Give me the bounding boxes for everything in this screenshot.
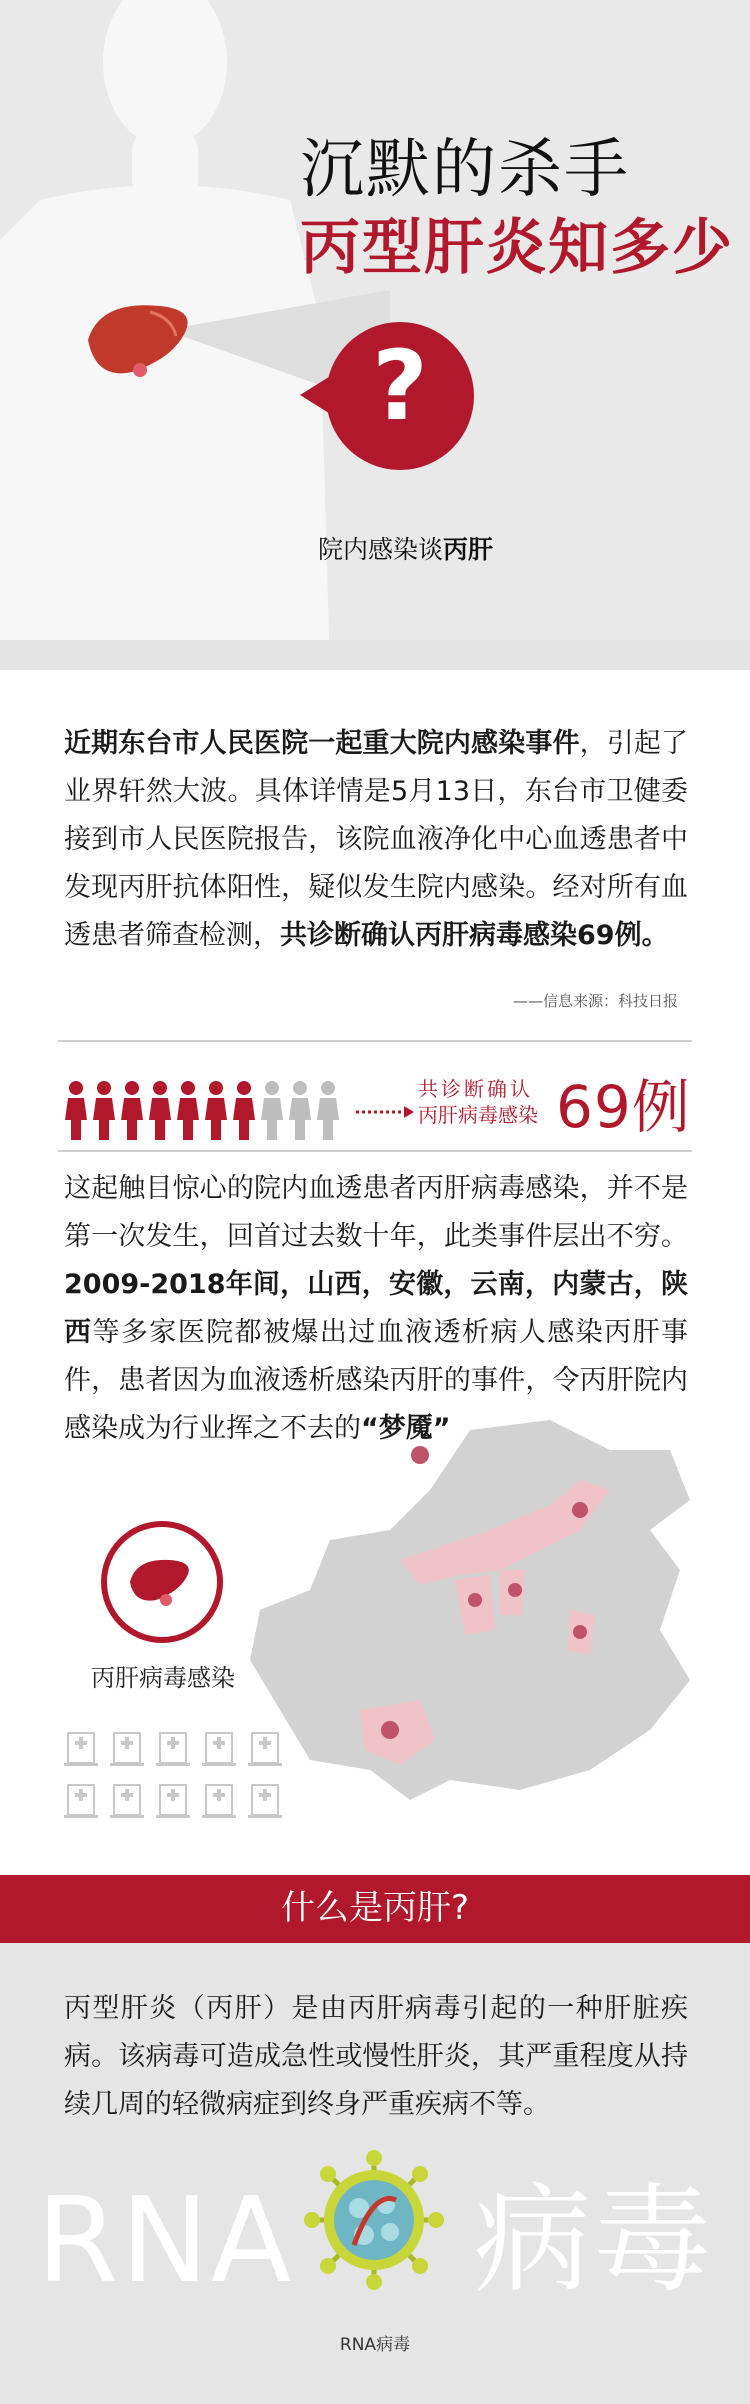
- section-title: 什么是丙肝?: [280, 1888, 470, 1928]
- liver-badge-icon: [100, 1520, 224, 1644]
- person-icon-infected: [93, 1081, 115, 1140]
- intro-paragraph: 近期东台市人民医院一起重大院内感染事件，引起了业界轩然大波。具体详情是5月13日，东台市卫健委接到市人民医院报告，该院血液净化中心血透患者中发现丙肝抗体阳性，疑似发生院内感染。经对所有血透患者筛查检测，共诊断确认丙肝病毒感染69例。: [64, 728, 689, 951]
- hospital-icon: [248, 1733, 282, 1766]
- person-icon-infected: [205, 1081, 227, 1140]
- hospital-icon: [202, 1785, 236, 1818]
- person-icon-infected: [121, 1081, 143, 1140]
- person-icon-infected: [149, 1081, 171, 1140]
- hospital-icon: [248, 1785, 282, 1818]
- people-pictogram: [64, 1070, 424, 1150]
- person-icon-infected: [177, 1081, 199, 1140]
- virus-icon: [304, 2150, 444, 2290]
- hero-section: [0, 0, 750, 670]
- hospital-icon: [156, 1733, 190, 1766]
- hospital-icon: [64, 1785, 98, 1818]
- stat-number: 69例: [556, 1073, 691, 1141]
- definition-paragraph: 丙型肝炎（丙肝）是由丙肝病毒引起的一种肝脏疾病。该病毒可造成急性或慢性肝炎，其严重程度从持续几周的轻微病症到终身严重疾病不等。: [64, 1993, 688, 2120]
- person-icon: [261, 1081, 283, 1140]
- hospital-icon: [202, 1733, 236, 1766]
- hospital-icon: [110, 1733, 144, 1766]
- arrow-right-icon: [404, 1106, 414, 1118]
- divider: [58, 1150, 692, 1152]
- person-icon: [289, 1081, 311, 1140]
- hospital-icon: [110, 1785, 144, 1818]
- hospital-icon: [156, 1785, 190, 1818]
- divider: [58, 1040, 692, 1042]
- stat-label: 共诊断确认 丙肝病毒感染: [418, 1077, 538, 1127]
- rna-caption: RNA病毒: [339, 2335, 411, 2355]
- hero-caption: 院内感染谈丙肝: [318, 535, 494, 564]
- source-note: ——信息来源：科技日报: [512, 992, 678, 1010]
- title-line-1: 沉默的杀手: [300, 133, 630, 207]
- hospital-icons: [64, 1725, 294, 1825]
- person-icon: [317, 1081, 339, 1140]
- person-icon-infected: [233, 1081, 255, 1140]
- rna-watermark-text: RNA 病毒: [36, 2171, 714, 2309]
- china-map-illustration: [250, 1410, 720, 1810]
- history-paragraph: 这起触目惊心的院内血透患者丙肝病毒感染，并不是第一次发生，回首过去数十年，此类事件层出不穷。2009-2018年间，山西，安徽，云南，内蒙古，陕西等多家医院都被爆出过血液透析病人感染丙肝事件，患者因为血液透析感染丙肝的事件，令丙肝院内感染成为行业挥之不去的“梦魇”: [64, 1173, 689, 1444]
- title-line-2: 丙型肝炎知多少: [300, 213, 734, 283]
- badge-label: 丙肝病毒感染: [91, 1664, 235, 1692]
- question-mark: ?: [372, 330, 428, 442]
- hospital-icon: [64, 1733, 98, 1766]
- person-icon-infected: [65, 1081, 87, 1140]
